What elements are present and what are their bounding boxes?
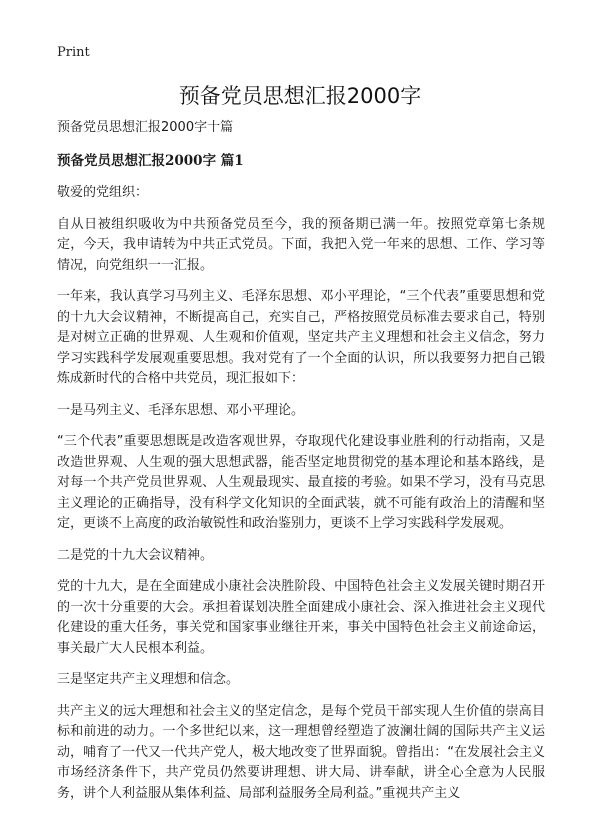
point-heading: 三是坚定共产主义理想和信念。 [57,672,240,687]
paragraph: 党的十九大，是在全面建成小康社会决胜阶段、中国特色社会主义发展关键时期召开的一次十分重要的大会。承担着谋划决胜全面建成小康社会、深入推进社会主义现代化建设的重大任务，事关党和国家事业继往开来，事关中国特色社会主义前途命运，事关最广大人民根本利益。 [57,579,545,656]
point-heading: 二是党的十九大会议精神。 [57,547,214,563]
paragraph: 自从日被组织吸收为中共预备党员至今，我的预备期已满一年。按照党章第七条规定，今天，我申请转为中共正式党员。下面，我把入党一年来的思想、工作、学习等情况，向党组织一一汇报。 [57,216,545,273]
print-link[interactable]: Print [57,45,90,60]
point-heading: 一是马列主义、毛泽东思想、邓小平理论。 [57,402,305,418]
page-title: 预备党员思想汇报2000字 [178,84,422,108]
paragraph: 一年来，我认真学习马列主义、毛泽东思想、邓小平理论，“三个代表”重要思想和党的十九大会议精神，不断提高自己，充实自己，严格按照党员标准去要求自己，特别是对树立正确的世界观、人生观和价值观，坚定共产主义理想和社会主义信念，努力学习实践科学发展观重要思想。我对党有了一个全面的认识，所以我要努力把自己锻炼成新时代的合格中共党员，现汇报如下： [57,289,545,386]
document-body [57,118,545,815]
paragraph: 共产主义的远大理想和社会主义的坚定信念，是每个党员干部实现人生价值的崇高目标和前进的动力。一个多世纪以来，这一理想曾经塑造了波澜壮阔的国际共产主义运动，哺育了一代又一代共产党人，极大地改变了世界面貌。曾指出：“在发展社会主义市场经济条件下，共产党员仍然要讲理想、讲大局、讲奉献，讲全心全意为人民服务，讲个人利益服从集体利益、局部利益服务全局利益。”重视共产主义 [57,703,545,801]
paragraph: “三个代表”重要思想既是改造客观世界，夺取现代化建设事业胜利的行动指南，又是改造世界观、人生观的强大思想武器，能否坚定地贯彻党的基本理论和基本路线，是对每一个共产党员世界观、人生观最现实、最直接的考验。如果不学习，没有马克思主义理论的正确指导，没有科学文化知识的全面武装，就不可能有政治上的清醒和坚定，更谈不上高度的政治敏锐性和政治鉴别力，更谈不上学习实践科学发展观。 [57,434,545,531]
salutation: 敬爱的党组织： [57,185,149,200]
section-heading: 预备党员思想汇报2000字 篇1 [57,153,244,169]
document-subtitle: 预备党员思想汇报2000字十篇 [57,120,234,135]
